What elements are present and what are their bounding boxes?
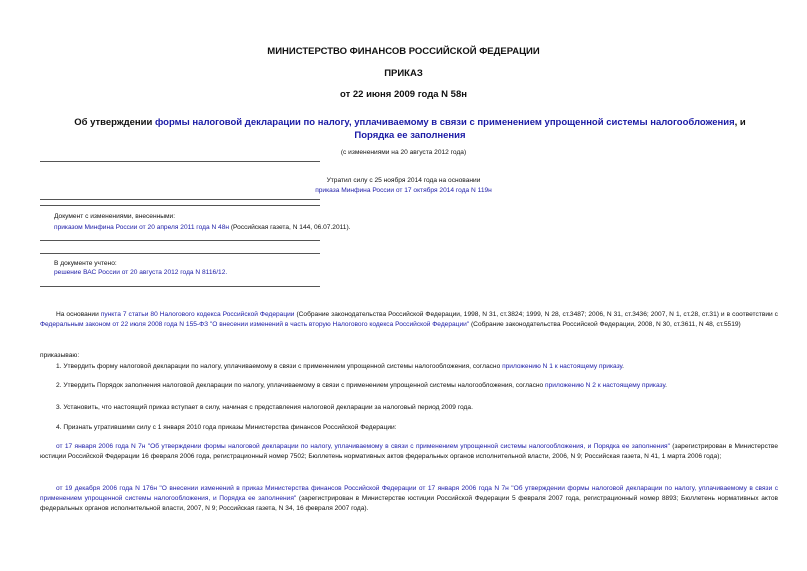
title-link-form[interactable]: формы налоговой декларации по налогу, уплачиваемому в связи с применением упрощенной системы налогообложения xyxy=(154,117,735,128)
item-2-text: 2. Утвердить Порядок заполнения налоговой декларации по налогу, уплачиваемому в связи с применением упрощенной системы налогообложения, согласно xyxy=(56,382,546,389)
item-1 xyxy=(56,362,776,372)
divider xyxy=(40,161,320,162)
basis-text-1: На основании xyxy=(56,311,101,318)
amended-note: (с изменениями на 20 августа 2012 года) xyxy=(340,149,467,156)
repealed-order-1-link[interactable]: от 17 января 2006 года N 7н "Об утверждении формы налоговой декларации по налогу, уплачиваемому в связи с применением упрощенной системы налогообложения, и Порядка ее заполнения" xyxy=(56,443,670,450)
basis-text-3: (Собрание законодательства Российской Федерации, 2008, N 30, ст.3611, N 48, ст.5519) xyxy=(469,321,741,328)
changes-rest: (Российская газета, N 144, 06.07.2011). xyxy=(229,224,351,231)
basis-link-tax-code[interactable]: пункта 7 статьи 80 Налогового кодекса Российской Федерации xyxy=(100,311,295,318)
title-link-procedure[interactable]: Порядка ее заполнения xyxy=(354,130,466,141)
account-link[interactable]: решение ВАС России от 20 августа 2012 года N 8116/12. xyxy=(54,269,228,276)
document-title xyxy=(60,116,760,142)
repealed-order-2 xyxy=(40,484,778,514)
expired-link[interactable]: приказа Минфина России от 17 октября 2014 года N 119н xyxy=(315,187,492,194)
divider xyxy=(40,286,320,287)
repealed-order-2-rest: (зарегистрирован в Министерстве юстиции Российской Федерации 5 февраля 2007 года, регистрационный номер 8893; Бюллетень нормативных актов федеральных органов исполнительной власти, 2007, N 9; Российская газета, N 34, 16 февраля 2007 года). xyxy=(40,495,778,512)
divider xyxy=(40,205,320,206)
account-label: В документе учтено: xyxy=(54,260,117,267)
item-1-text: 1. Утвердить форму налоговой декларации по налогу, уплачиваемому в связи с применением упрощенной системы налогообложения, согласно xyxy=(56,363,503,370)
changes-link[interactable]: приказом Минфина России от 20 апреля 2011 года N 48н xyxy=(54,224,230,231)
item-2-end: . xyxy=(665,382,667,389)
title-prefix: Об утверждении xyxy=(74,117,155,128)
doc-date-number: от 22 июня 2009 года N 58н xyxy=(340,89,467,100)
item-2 xyxy=(56,381,776,391)
changes-label: Документ с изменениями, внесенными: xyxy=(54,213,176,220)
title-mid: , и xyxy=(734,117,746,128)
doc-type-heading: ПРИКАЗ xyxy=(384,68,423,79)
expired-line: Утратил силу с 25 ноября 2014 года на основании xyxy=(326,177,481,184)
ministry-heading: МИНИСТЕРСТВО ФИНАНСОВ РОССИЙСКОЙ ФЕДЕРАЦИИ xyxy=(267,46,540,57)
divider xyxy=(40,253,320,254)
order-word: приказываю: xyxy=(40,352,80,359)
basis-link-federal-law[interactable]: Федеральным законом от 22 июля 2008 года N 155-ФЗ "О внесении изменений в часть вторую Налогового кодекса Российской Федерации" xyxy=(40,321,470,328)
repealed-order-2-link[interactable]: от 19 декабря 2006 года N 176н "О внесении изменений в приказ Министерства финансов Российской Федерации от 17 января 2006 года N 7н "Об утверждении формы налоговой декларации по налогу, уплачиваемому в связи с применением упрощенной системы налогообложения, и Порядка ее заполнения" xyxy=(40,485,778,502)
item-1-end: . xyxy=(622,363,625,370)
item-1-link[interactable]: приложению N 1 к настоящему приказу xyxy=(502,363,623,370)
basis-text-2: (Собрание законодательства Российской Федерации, 1998, N 31, ст.3824; 1999, N 28, ст.3487; 2006, N 31, ст.3436; 2007, N 1, ст.28, ст.31) и в соответствии с xyxy=(294,311,778,318)
repealed-order-1-rest: (зарегистрирован в Министерстве юстиции Российской Федерации 16 февраля 2006 года, регистрационный номер 7502; Бюллетень нормативных актов федеральных органов исполнительной власти, 2006, N 9; Российская газета, N 41, 1 марта 2006 года); xyxy=(40,443,778,460)
item-3: 3. Установить, что настоящий приказ вступает в силу, начиная с представления налоговой декларации за налоговый период 2009 года. xyxy=(56,404,473,411)
repealed-order-1 xyxy=(40,442,778,462)
item-2-link[interactable]: приложению N 2 к настоящему приказу xyxy=(545,382,666,389)
divider xyxy=(40,240,320,241)
item-4: 4. Признать утратившими силу с 1 января 2010 года приказы Министерства финансов Российской Федерации: xyxy=(56,424,397,431)
changes-line xyxy=(54,223,774,232)
divider xyxy=(40,199,320,200)
basis-paragraph xyxy=(40,310,778,330)
